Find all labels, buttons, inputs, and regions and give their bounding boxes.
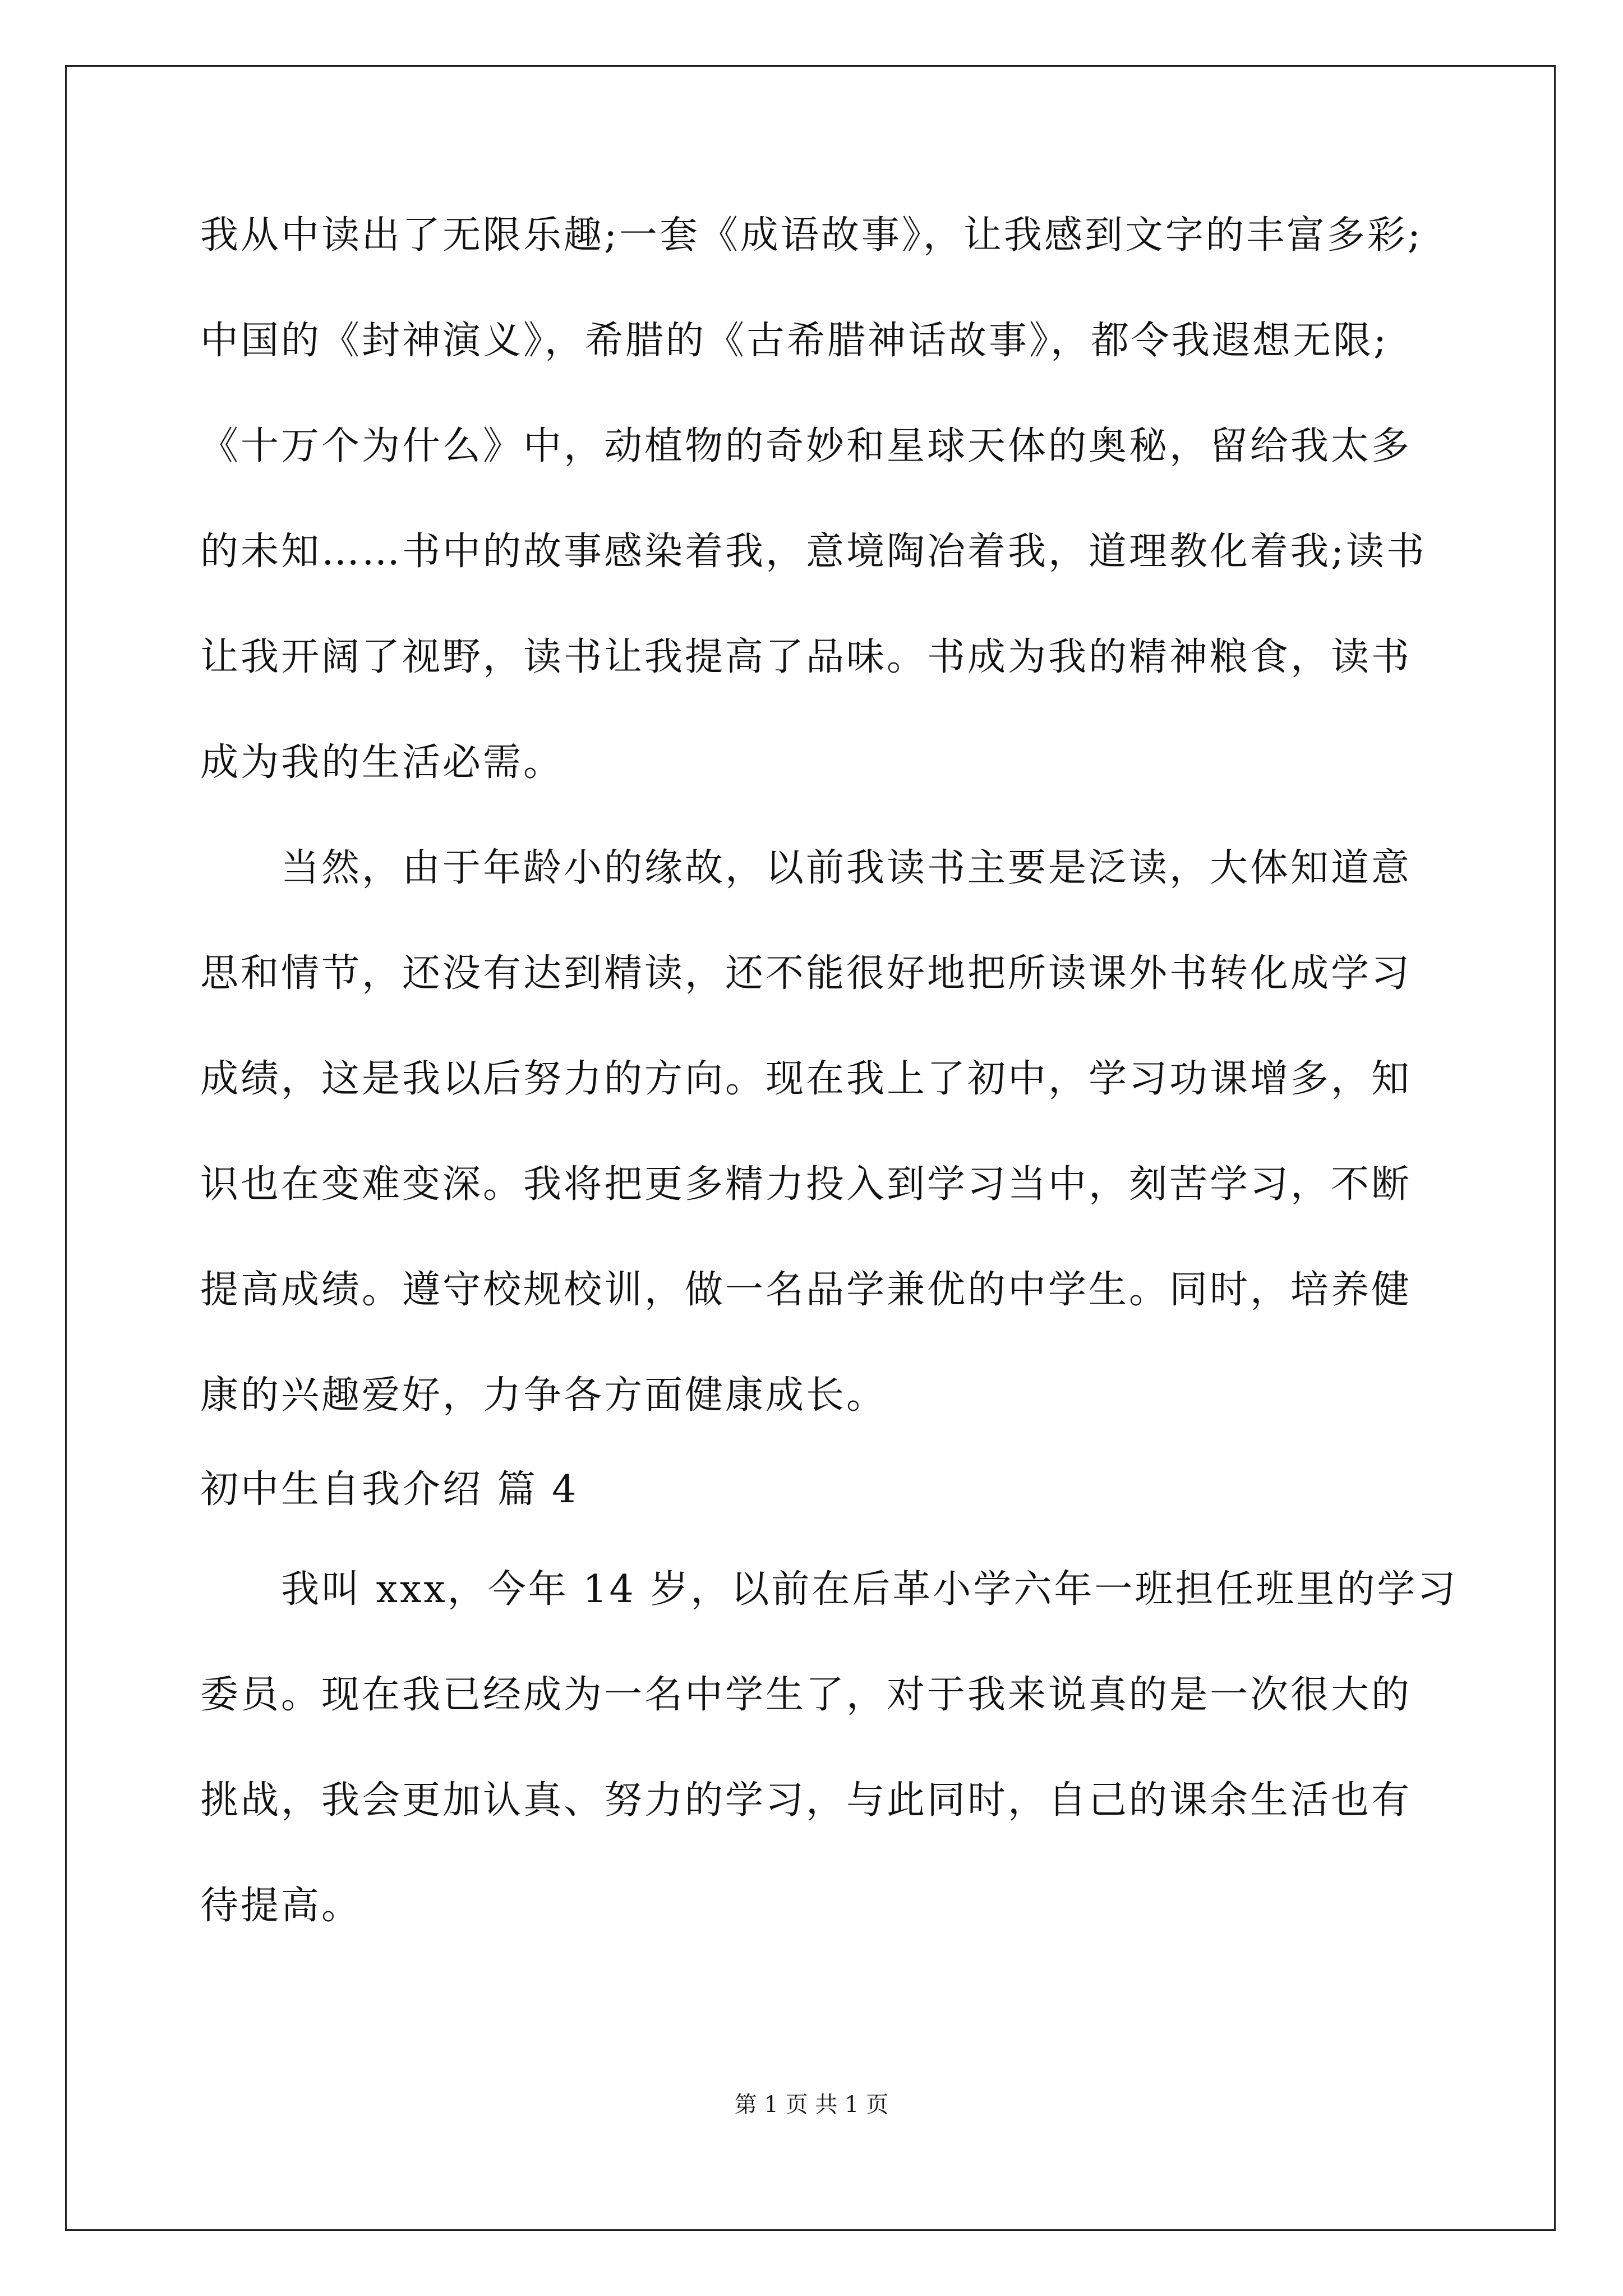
paragraph-1-line-2: 中国的《封神演义》，希腊的《古希腊神话故事》，都令我遐想无限; [200, 319, 1389, 363]
paragraph-2-line-4: 识也在变难变深。我将把更多精力投入到学习当中，刻苦学习，不断 [200, 1162, 1412, 1207]
section-paragraph-line-3: 挑战，我会更加认真、努力的学习，与此同时，自己的课余生活也有 [200, 1778, 1412, 1823]
section-paragraph-line-1: 我叫 xxx，今年 14 岁，以前在后革小学六年一班担任班里的学习 [281, 1567, 1458, 1612]
paragraph-1-line-5: 让我开阔了视野，读书让我提高了品味。书成为我的精神粮食，读书 [200, 635, 1412, 679]
section-heading: 初中生自我介绍 篇 4 [200, 1467, 579, 1512]
paragraph-2-line-3: 成绩，这是我以后努力的方向。现在我上了初中，学习功课增多，知 [200, 1057, 1412, 1101]
paragraph-1-line-4: 的未知……书中的故事感染着我，意境陶冶着我，道理教化着我;读书 [200, 530, 1427, 574]
page-footer: 第 1 页 共 1 页 [734, 2092, 889, 2118]
paragraph-2-line-1: 当然，由于年龄小的缘故，以前我读书主要是泛读，大体知道意 [281, 846, 1412, 890]
paragraph-2-line-5: 提高成绩。遵守校规校训，做一名品学兼优的中学生。同时，培养健 [200, 1268, 1412, 1312]
section-paragraph-line-2: 委员。现在我已经成为一名中学生了，对于我来说真的是一次很大的 [200, 1673, 1412, 1717]
paragraph-1-line-3: 《十万个为什么》中，动植物的奇妙和星球天体的奥秘，留给我太多 [200, 424, 1412, 468]
paragraph-2-line-6: 康的兴趣爱好，力争各方面健康成长。 [200, 1373, 887, 1418]
paragraph-1-line-6: 成为我的生活必需。 [200, 740, 564, 785]
paragraph-1-line-1: 我从中读出了无限乐趣;一套《成语故事》，让我感到文字的丰富多彩; [200, 213, 1423, 257]
section-paragraph-line-4: 待提高。 [200, 1884, 362, 1928]
paragraph-2-line-2: 思和情节，还没有达到精读，还不能很好地把所读课外书转化成学习 [200, 951, 1412, 996]
